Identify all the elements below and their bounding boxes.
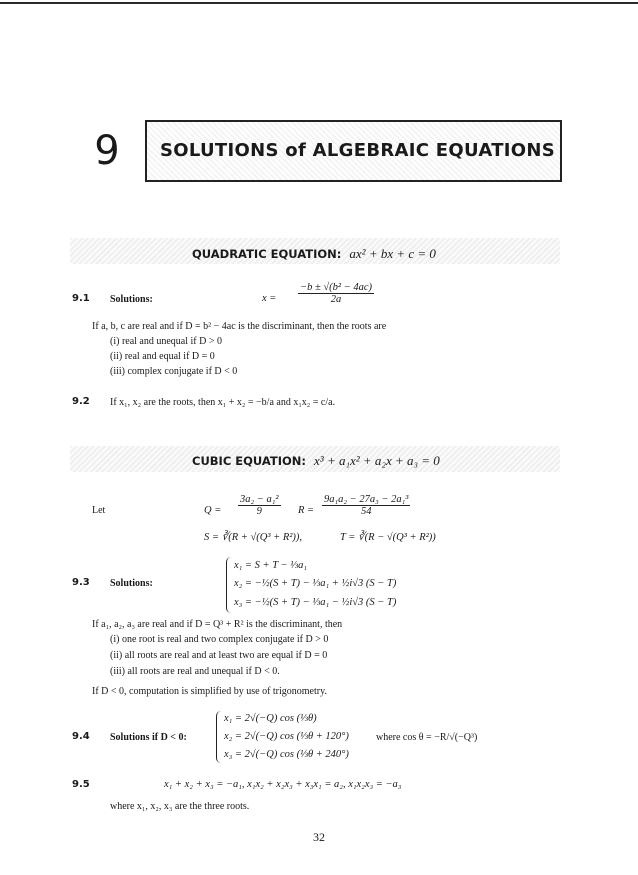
r-fraction <box>322 494 410 517</box>
r-numerator: 9a₁a₂ − 27a₃ − 2a₁³ <box>324 494 409 505</box>
trig-root-3: x₃ = 2√(−Q) cos (⅓θ + 240°) <box>224 749 349 760</box>
section-9-3-label: Solutions: <box>110 578 153 589</box>
q-denominator: 9 <box>256 506 262 517</box>
quadratic-heading <box>192 246 436 262</box>
page-number: 32 <box>313 830 325 844</box>
section-9-4-label: Solutions if D < 0: <box>110 732 187 743</box>
cubic-roots-brace <box>226 557 231 613</box>
cubic-root-3: x₃ = −½(S + T) − ⅓a₁ − ½i√3 (S − T) <box>234 597 397 608</box>
quadratic-heading-equation: ax² + bx + c = 0 <box>349 246 436 261</box>
quadratic-numerator: −b ± √(b² − 4ac) <box>300 282 372 293</box>
trig-root-1: x₁ = 2√(−Q) cos (⅓θ) <box>224 713 317 724</box>
section-9-2-number: 9.2 <box>72 396 90 407</box>
cubic-case-2: (ii) all roots are real and at least two are equal if D = 0 <box>110 650 328 661</box>
q-numerator: 3a₂ − a₁² <box>240 494 279 505</box>
cubic-case-1: (i) one root is real and two complex conjugate if D > 0 <box>110 634 329 645</box>
t-definition: T = ∛(R − √(Q³ + R²)) <box>340 532 436 543</box>
section-9-4-number: 9.4 <box>72 731 90 742</box>
q-lhs: Q = <box>204 505 222 516</box>
vieta-note: where x₁, x₂, x₃ are the three roots. <box>110 801 250 812</box>
s-definition: S = ∛(R + √(Q³ + R²)), <box>204 532 303 543</box>
section-9-1-label: Solutions: <box>110 294 153 305</box>
trig-root-2: x₂ = 2√(−Q) cos (⅓θ + 120°) <box>224 731 349 742</box>
trig-roots-brace <box>216 711 221 763</box>
trig-note: If D < 0, computation is simplified by use of trigonometry. <box>92 686 327 697</box>
quadratic-formula <box>298 282 374 305</box>
quadratic-lhs: x = <box>262 293 277 304</box>
cubic-heading-equation: x³ + a₁x² + a₂x + a₃ = 0 <box>314 453 440 468</box>
cubic-heading-label: CUBIC EQUATION: <box>192 454 307 468</box>
vieta-relations: x₁ + x₂ + x₃ = −a₁, x₁x₂ + x₂x₃ + x₃x₁ = a₂, x₁x₂x₃ = −a₃ <box>164 779 402 790</box>
quadratic-case-1: (i) real and unequal if D > 0 <box>110 336 222 347</box>
section-9-3-number: 9.3 <box>72 577 90 588</box>
quadratic-heading-label: QUADRATIC EQUATION: <box>192 247 342 261</box>
cubic-case-3: (iii) all roots are real and unequal if D < 0. <box>110 666 280 677</box>
section-9-2-text: If x₁, x₂ are the roots, then x₁ + x₂ = −b/a and x₁x₂ = c/a. <box>110 397 336 408</box>
quadratic-case-2: (ii) real and equal if D = 0 <box>110 351 215 362</box>
chapter-number: 9 <box>69 120 147 182</box>
cubic-root-2: x₂ = −½(S + T) − ⅓a₁ + ½i√3 (S − T) <box>234 578 397 589</box>
section-9-1-number: 9.1 <box>72 293 90 304</box>
chapter-title: SOLUTIONS of ALGEBRAIC EQUATIONS <box>160 140 555 161</box>
let-label: Let <box>92 505 106 516</box>
cubic-discriminant-intro: If a₁, a₂, a₃ are real and if D = Q³ + R² is the discriminant, then <box>92 619 343 630</box>
quadratic-case-3: (iii) complex conjugate if D < 0 <box>110 366 238 377</box>
q-fraction <box>238 494 281 517</box>
top-rule <box>0 2 638 4</box>
r-lhs: R = <box>298 505 315 516</box>
r-denominator: 54 <box>360 506 372 517</box>
section-9-5-number: 9.5 <box>72 779 90 790</box>
cubic-root-1: x₁ = S + T − ⅓a₁ <box>234 560 307 571</box>
quadratic-denominator: 2a <box>330 294 342 305</box>
cubic-heading <box>192 453 440 469</box>
cos-theta-definition: where cos θ = −R/√(−Q³) <box>376 732 478 743</box>
quadratic-discriminant-intro: If a, b, c are real and if D = b² − 4ac is the discriminant, then the roots are <box>92 321 387 332</box>
